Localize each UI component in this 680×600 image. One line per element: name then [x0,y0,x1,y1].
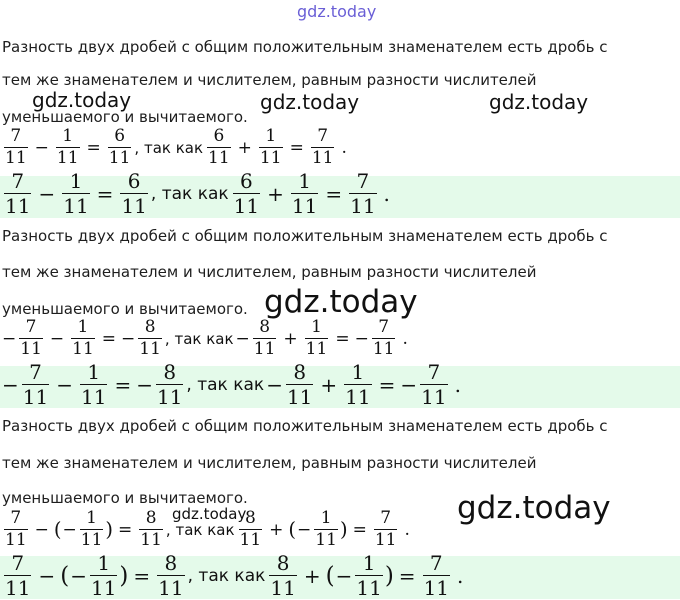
math-operator: − [235,328,250,349]
fraction-numerator: 7 [29,360,42,384]
fraction-denominator: 11 [80,530,103,550]
math-operator: = [352,519,367,540]
math-operator: = [101,328,117,349]
equation-text: , так как [187,565,266,586]
fraction [4,553,31,598]
fraction-numerator: 1 [69,169,83,193]
fraction-denominator: 11 [423,576,450,600]
paragraph-line: Разность двух дробей с общим положительным знаменателем есть дробь с [2,38,608,56]
math-operator: − [121,328,136,349]
fraction-numerator: 8 [144,317,156,337]
fraction-numerator: 1 [97,551,111,575]
fraction [4,171,31,216]
equation-text: , так как [164,329,234,348]
fraction-denominator: 11 [286,385,313,409]
fraction [138,319,162,358]
fraction-denominator: 11 [374,530,397,550]
paragraph-line: уменьшаемого и вычитаемого. [2,300,248,318]
fraction-denominator: 11 [56,148,79,168]
paragraph-line: уменьшаемого и вычитаемого. [2,489,248,507]
math-operator: + [237,137,252,158]
equation-large [2,362,466,407]
fraction-numerator: 1 [362,551,376,575]
fraction-numerator: 1 [265,126,277,146]
math-operator: − [2,328,17,349]
fraction [355,553,382,598]
fraction [71,319,95,358]
fraction-denominator: 11 [158,576,184,600]
fraction-numerator: 7 [378,317,390,337]
parenthesis: ( [325,562,335,589]
parenthesis: ( [53,518,62,541]
fraction [423,553,450,598]
fraction-denominator: 11 [259,148,282,168]
watermark: gdz.today [32,88,132,112]
math-operator: = [133,563,151,588]
fraction-denominator: 11 [356,576,382,600]
fraction-denominator: 11 [63,194,89,218]
math-operator: − [34,137,49,158]
math-operator: − [49,328,65,349]
fraction-denominator: 11 [208,148,230,168]
fraction-numerator: 1 [62,126,74,146]
fraction [80,362,107,407]
fraction-denominator: 11 [345,385,371,409]
fraction-denominator: 11 [80,385,107,409]
fraction [253,319,277,358]
fraction-denominator: 11 [350,194,376,218]
fraction-numerator: 7 [427,360,441,384]
fraction [19,319,43,358]
math-operator: − [38,181,56,206]
equation-large [2,553,468,598]
fraction [374,510,398,549]
fraction [108,128,132,167]
paragraph-line: Разность двух дробей с общим положительным знаменателем есть дробь с [2,227,608,245]
math-operator: − [56,372,73,397]
equation-text: , так как [150,183,229,204]
fraction-numerator: 8 [145,508,157,528]
fraction [344,362,371,407]
math-operator: − [34,519,49,540]
fraction-denominator: 11 [5,194,31,218]
fraction [62,171,89,216]
fraction [157,553,184,598]
fraction-denominator: 11 [5,148,27,168]
math-operator: − [297,519,312,540]
fraction-denominator: 11 [311,148,334,168]
fraction-denominator: 11 [90,576,117,600]
fraction-denominator: 11 [270,576,296,600]
paragraph-line: уменьшаемого и вычитаемого. [2,108,248,126]
parenthesis: ( [288,518,297,541]
fraction [4,510,28,549]
fraction-numerator: 6 [213,126,225,146]
fraction-denominator: 11 [108,148,131,168]
parenthesis: ) [384,562,394,589]
fraction-denominator: 11 [233,194,260,218]
equation-text: , так как [134,138,204,157]
math-operator: = [114,372,132,397]
fraction-denominator: 11 [139,339,161,359]
math-operator: = [398,563,416,588]
fraction [259,128,283,167]
paragraph-line: тем же знаменателем и числителем, равным разности числителей [2,263,537,281]
equation-small [2,128,352,167]
fraction-numerator: 8 [259,317,271,337]
fraction [207,128,231,167]
math-operator: . [457,563,464,588]
fraction [4,128,28,167]
parenthesis: ) [339,518,348,541]
math-operator: . [341,137,347,158]
fraction [120,171,147,216]
fraction-numerator: 7 [317,126,329,146]
fraction-numerator: 8 [163,360,177,384]
fraction-denominator: 11 [315,530,337,550]
math-operator: . [454,372,461,397]
fraction [305,319,329,358]
parenthesis: ( [60,562,70,589]
fraction [269,553,296,598]
fraction-numerator: 7 [10,508,22,528]
fraction-numerator: 8 [293,360,307,384]
math-operator: = [96,181,114,206]
fraction-denominator: 11 [372,339,395,359]
fraction-numerator: 6 [127,169,141,193]
fraction-numerator: 1 [320,508,332,528]
watermark: gdz.today [457,490,611,526]
math-operator: + [267,181,284,206]
fraction [139,510,163,549]
math-operator: = [335,328,350,349]
fraction-numerator: 7 [11,551,25,575]
watermark: gdz.today [489,90,589,114]
math-operator: = [325,181,343,206]
math-operator: − [2,372,19,397]
fraction-numerator: 1 [298,169,311,193]
fraction-denominator: 11 [156,385,183,409]
math-operator: − [335,563,353,588]
fraction-denominator: 11 [305,339,328,359]
paragraph-line: тем же знаменателем и числителем, равным разности числителей [2,454,537,472]
parenthesis: ) [119,562,129,589]
math-operator: = [118,519,133,540]
fraction-numerator: 7 [25,317,37,337]
math-operator: − [136,372,153,397]
fraction-numerator: 8 [164,551,178,575]
fraction [239,510,263,549]
watermark: gdz.today [260,90,360,114]
fraction [372,319,396,358]
fraction-denominator: 11 [72,339,94,359]
math-operator: − [354,328,369,349]
fraction-numerator: 7 [356,169,370,193]
fraction-numerator: 1 [311,317,322,337]
fraction [80,510,104,549]
fraction [22,362,49,407]
fraction-numerator: 7 [380,508,392,528]
fraction-denominator: 11 [253,339,276,359]
fraction [420,362,447,407]
math-operator: + [320,372,338,397]
fraction [56,128,80,167]
fraction-denominator: 11 [22,385,49,409]
fraction [314,510,338,549]
equation-small [2,319,413,358]
math-operator: + [269,519,284,540]
fraction [311,128,335,167]
fraction-numerator: 1 [87,360,101,384]
math-operator: − [38,563,56,588]
fraction [291,171,318,216]
fraction-numerator: 1 [86,508,97,528]
fraction [233,171,260,216]
math-operator: = [289,137,304,158]
fraction-denominator: 11 [121,194,147,218]
fraction-denominator: 11 [140,530,162,550]
math-operator: = [378,372,396,397]
parenthesis: ) [105,518,114,541]
paragraph-line: тем же знаменателем и числителем, равным разности числителей [2,71,537,89]
math-operator: − [400,372,418,397]
fraction [156,362,183,407]
fraction-numerator: 7 [429,551,443,575]
fraction-denominator: 11 [20,339,42,359]
fraction-denominator: 11 [5,576,31,600]
fraction [349,171,376,216]
fraction-denominator: 11 [239,530,262,550]
math-operator: . [383,181,390,206]
math-operator: . [404,519,410,540]
equation-text: , так как [186,374,265,395]
watermark: gdz.today [264,284,418,320]
fraction [90,553,117,598]
fraction-numerator: 6 [114,126,126,146]
fraction-numerator: 6 [240,169,253,193]
equation-large [2,171,395,216]
math-operator: + [303,563,321,588]
math-operator: + [283,328,298,349]
fraction-numerator: 1 [351,360,365,384]
watermark: gdz.today [172,505,247,523]
math-operator: − [266,372,283,397]
math-operator: − [70,563,87,588]
equation-text: , так как [165,520,235,539]
fraction-denominator: 11 [5,530,27,550]
fraction-denominator: 11 [421,385,447,409]
math-operator: . [402,328,408,349]
fraction-numerator: 8 [276,551,290,575]
math-operator: = [86,137,101,158]
math-operator: − [62,519,77,540]
fraction-denominator: 11 [291,194,318,218]
watermark-top: gdz.today [297,2,377,21]
fraction-numerator: 7 [10,126,22,146]
paragraph-line: Разность двух дробей с общим положительным знаменателем есть дробь с [2,417,608,435]
fraction-numerator: 1 [77,317,89,337]
equation-small [2,510,415,549]
fraction-numerator: 8 [244,508,256,528]
fraction-numerator: 7 [11,169,25,193]
fraction [286,362,313,407]
